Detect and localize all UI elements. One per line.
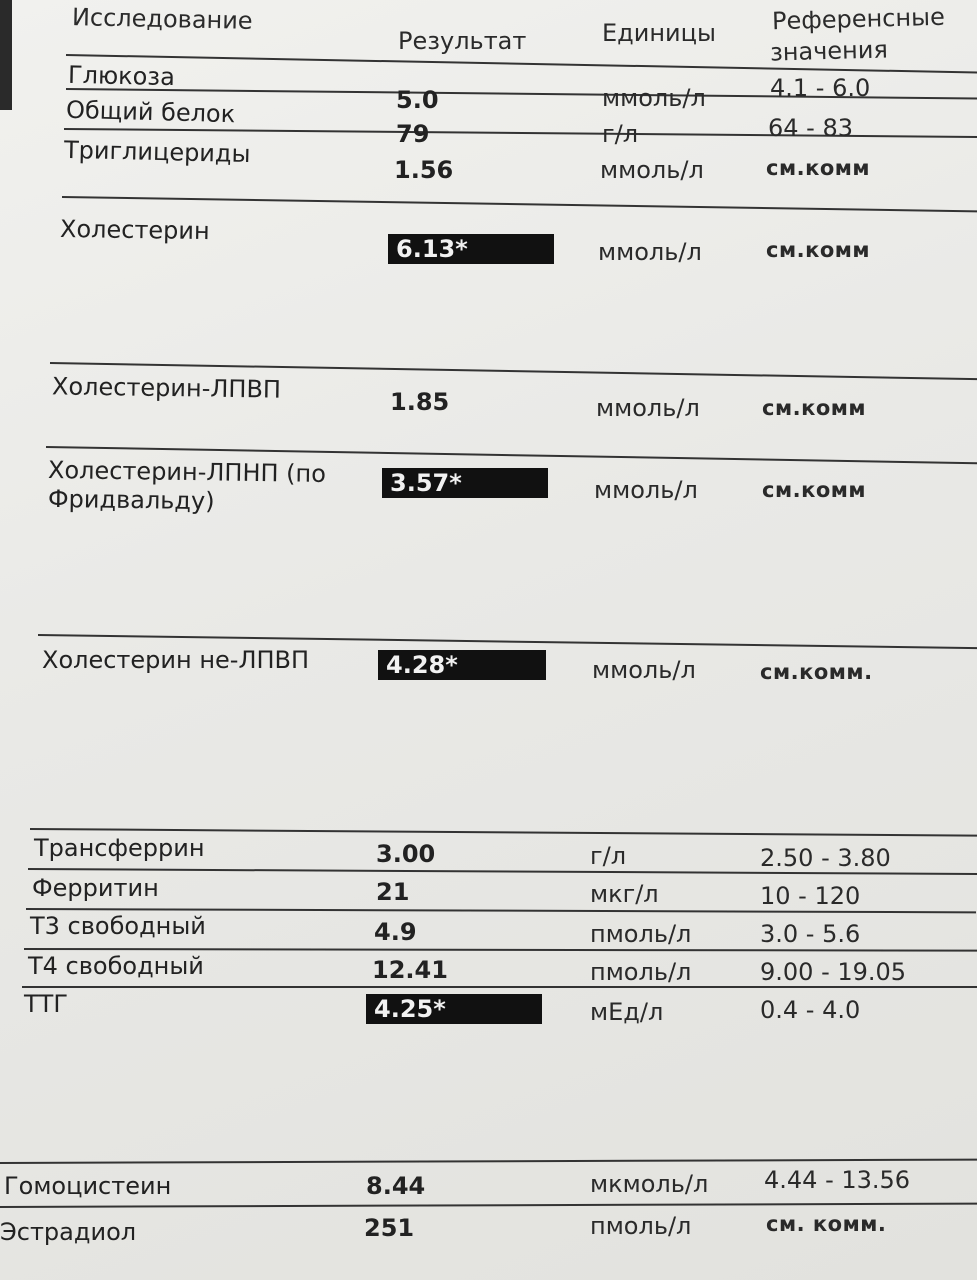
row-units: ммоль/л	[596, 394, 700, 422]
row-result: 5.0	[396, 86, 439, 114]
header-reference-line2: значения	[769, 35, 889, 67]
row-units: ммоль/л	[602, 84, 706, 112]
row-name: Холестерин-ЛПВП	[51, 372, 282, 404]
row-name: Холестерин	[59, 214, 210, 246]
header-study: Исследование	[71, 3, 253, 35]
header-reference-line1: Референсные	[771, 2, 946, 36]
row-reference: 9.00 - 19.05	[760, 958, 907, 986]
row-name: Трансферрин	[34, 834, 205, 862]
row-units: г/л	[590, 842, 627, 870]
row-units: мЕд/л	[590, 998, 664, 1026]
row-name: ТТГ	[24, 990, 68, 1018]
row-result: 1.85	[390, 388, 450, 416]
row-result-flagged: 3.57*	[382, 468, 548, 498]
row-result: 21	[376, 878, 410, 906]
row-name-line2: Фридвальду)	[47, 484, 215, 516]
row-units: ммоль/л	[600, 156, 704, 184]
row-reference: 3.0 - 5.6	[760, 920, 861, 948]
header-units: Единицы	[602, 19, 716, 47]
row-reference: 4.44 - 13.56	[764, 1166, 911, 1194]
row-result: 251	[364, 1214, 415, 1242]
dark-page-edge	[0, 0, 12, 110]
row-name: Т4 свободный	[28, 952, 204, 980]
row-name: Т3 свободный	[30, 912, 206, 940]
row-reference: 2.50 - 3.80	[760, 844, 891, 872]
row-name-line1: Холестерин-ЛПНП (по	[47, 456, 327, 488]
row-units: г/л	[602, 120, 639, 148]
row-units: пмоль/л	[590, 920, 692, 948]
row-name: Эстрадиол	[0, 1218, 137, 1246]
row-result-flagged: 6.13*	[388, 234, 554, 264]
row-result: 1.56	[394, 156, 454, 184]
row-result: 8.44	[366, 1172, 426, 1200]
row-reference: 10 - 120	[760, 882, 861, 910]
row-result: 4.9	[374, 918, 417, 946]
row-name: Гомоцистеин	[4, 1172, 172, 1200]
row-reference: см.комм.	[760, 660, 873, 684]
row-name: Общий белок	[65, 95, 236, 129]
row-name: Холестерин не-ЛПВП	[42, 646, 310, 674]
row-result-flagged: 4.28*	[378, 650, 546, 680]
row-reference: см.комм	[766, 238, 871, 262]
row-units: мкг/л	[590, 880, 659, 908]
row-reference: см.комм	[766, 156, 871, 180]
row-units: пмоль/л	[590, 1212, 692, 1240]
rule	[0, 1159, 977, 1164]
row-units: ммоль/л	[598, 238, 702, 266]
row-units: мкмоль/л	[590, 1170, 709, 1198]
row-reference: см. комм.	[766, 1212, 887, 1236]
row-reference: 0.4 - 4.0	[760, 996, 861, 1024]
row-name: Ферритин	[32, 874, 159, 902]
row-units: ммоль/л	[594, 476, 698, 504]
row-reference: 64 - 83	[768, 114, 853, 142]
rule	[0, 1203, 977, 1208]
row-reference: см.комм	[762, 478, 867, 502]
rule	[62, 196, 977, 212]
row-name: Триглицериды	[63, 135, 251, 169]
row-result: 3.00	[376, 840, 436, 868]
header-result: Результат	[398, 27, 527, 55]
rule	[22, 986, 977, 988]
row-result-flagged: 4.25*	[366, 994, 542, 1024]
row-result: 12.41	[372, 956, 448, 984]
row-units: пмоль/л	[590, 958, 692, 986]
row-name: Глюкоза	[67, 60, 176, 92]
row-reference: см.комм	[762, 396, 867, 420]
row-units: ммоль/л	[592, 656, 696, 684]
row-result: 79	[396, 120, 430, 148]
row-reference: 4.1 - 6.0	[770, 74, 871, 102]
